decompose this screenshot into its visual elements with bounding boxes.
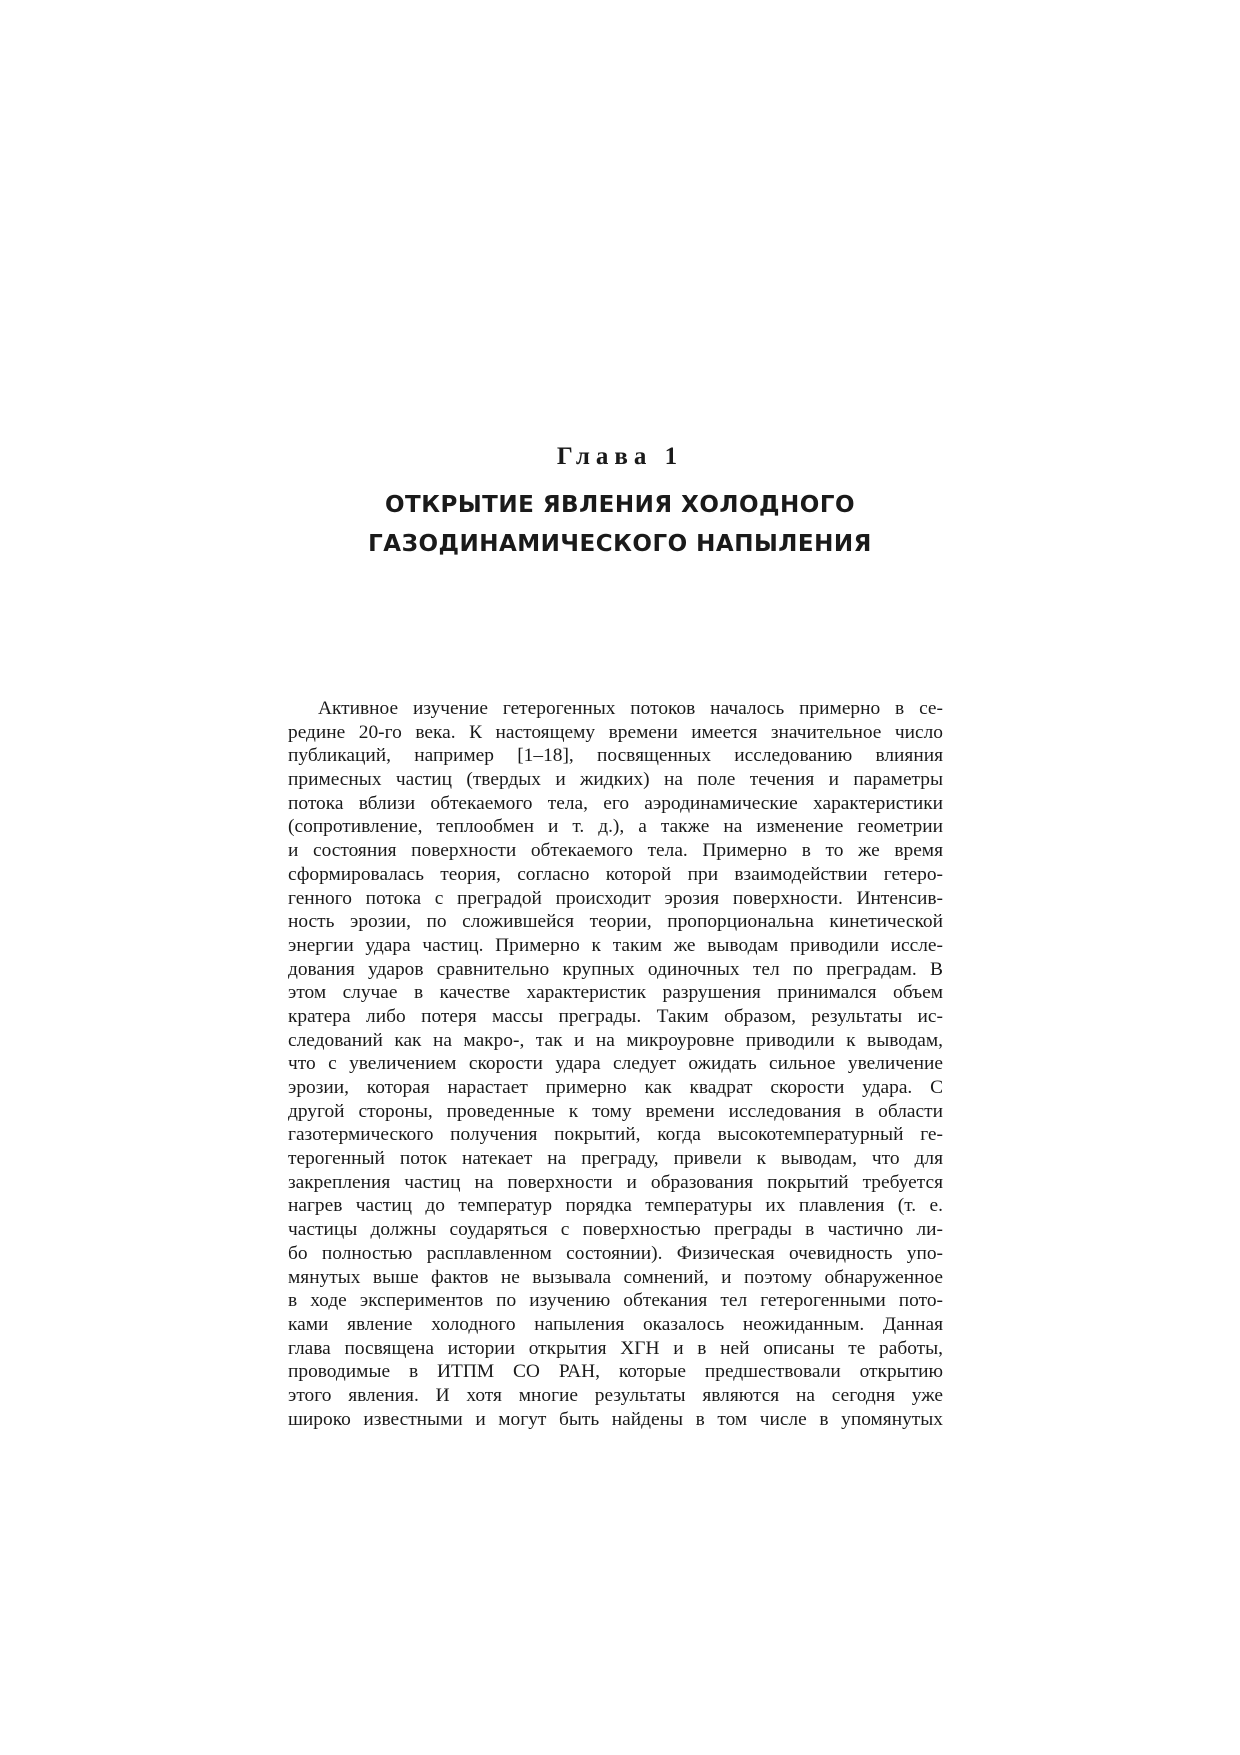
body-text-line: глава посвящена истории открытия ХГН и в ней описаны те работы, bbox=[288, 1337, 943, 1359]
body-text-line: (сопротивление, теплообмен и т. д.), а также на изменение геометрии bbox=[288, 816, 943, 838]
body-text-line: генного потока с преградой происходит эрозия поверхности. Интенсив- bbox=[288, 887, 943, 909]
chapter-label: Глава 1 bbox=[556, 443, 684, 470]
body-text-line: частицы должны соударяться с поверхностью преграды в частично ли- bbox=[288, 1219, 943, 1241]
body-text-line: публикаций, например [1–18], посвященных исследованию влияния bbox=[288, 745, 943, 767]
body-text-line: газотермического получения покрытий, когда высокотемпературный ге- bbox=[288, 1124, 943, 1146]
body-text-line: ность эрозии, по сложившейся теории, пропорциональна кинетической bbox=[288, 911, 943, 933]
body-text-line: Активное изучение гетерогенных потоков началось примерно в се- bbox=[318, 698, 943, 719]
body-text-line: ками явление холодного напыления оказалось неожиданным. Данная bbox=[288, 1313, 943, 1335]
body-text-line: проводимые в ИТПМ СО РАН, которые предшествовали открытию bbox=[288, 1361, 943, 1383]
body-text-line: редине 20-го века. К настоящему времени имеется значительное число bbox=[288, 721, 943, 743]
body-text-line: терогенный поток натекает на преграду, привели к выводам, что для bbox=[288, 1148, 943, 1170]
body-paragraph bbox=[288, 697, 943, 1431]
body-text-line: следований как на макро-, так и на микроуровне приводили к выводам, bbox=[288, 1029, 943, 1051]
body-text-line: сформировалась теория, согласно которой при взаимодействии гетеро- bbox=[288, 863, 943, 885]
chapter-title-line: ГАЗОДИНАМИЧЕСКОГО НАПЫЛЕНИЯ bbox=[368, 531, 872, 557]
body-text-line: другой стороны, проведенные к тому времени исследования в области bbox=[288, 1100, 943, 1122]
body-text-line: примесных частиц (твердых и жидких) на поле течения и параметры bbox=[288, 769, 943, 791]
body-text-line: широко известными и могут быть найдены в том числе в упомянутых bbox=[288, 1408, 943, 1430]
body-text-line: потока вблизи обтекаемого тела, его аэродинамические характеристики bbox=[288, 792, 943, 814]
body-text-line: этом случае в качестве характеристик разрушения принимался объем bbox=[288, 982, 943, 1004]
body-text-line: и состояния поверхности обтекаемого тела. Примерно в то же время bbox=[288, 840, 943, 862]
body-text-line: что с увеличением скорости удара следует ожидать сильное увеличение bbox=[288, 1053, 943, 1075]
body-text-line: кратера либо потеря массы преграды. Таким образом, результаты ис- bbox=[288, 1005, 943, 1027]
chapter-title-line: ОТКРЫТИЕ ЯВЛЕНИЯ ХОЛОДНОГО bbox=[384, 492, 856, 518]
body-text-line: энергии удара частиц. Примерно к таким же выводам приводили иссле- bbox=[288, 934, 943, 956]
body-text-line: бо полностью расплавленном состоянии). Физическая очевидность упо- bbox=[288, 1242, 943, 1264]
body-text-line: в ходе экспериментов по изучению обтекания тел гетерогенными пото- bbox=[288, 1290, 943, 1312]
body-text-line: нагрев частиц до температур порядка температуры их плавления (т. е. bbox=[288, 1195, 943, 1217]
chapter-title bbox=[0, 486, 1240, 564]
body-text-line: мянутых выше фактов не вызывала сомнений, и поэтому обнаруженное bbox=[288, 1266, 943, 1288]
body-text-line: этого явления. И хотя многие результаты являются на сегодня уже bbox=[288, 1384, 943, 1406]
body-text-line: эрозии, которая нарастает примерно как квадрат скорости удара. С bbox=[288, 1077, 943, 1098]
body-text-line: закрепления частиц на поверхности и образования покрытий требуется bbox=[288, 1171, 943, 1193]
body-text-line: дования ударов сравнительно крупных одиночных тел по преградам. В bbox=[288, 958, 943, 980]
